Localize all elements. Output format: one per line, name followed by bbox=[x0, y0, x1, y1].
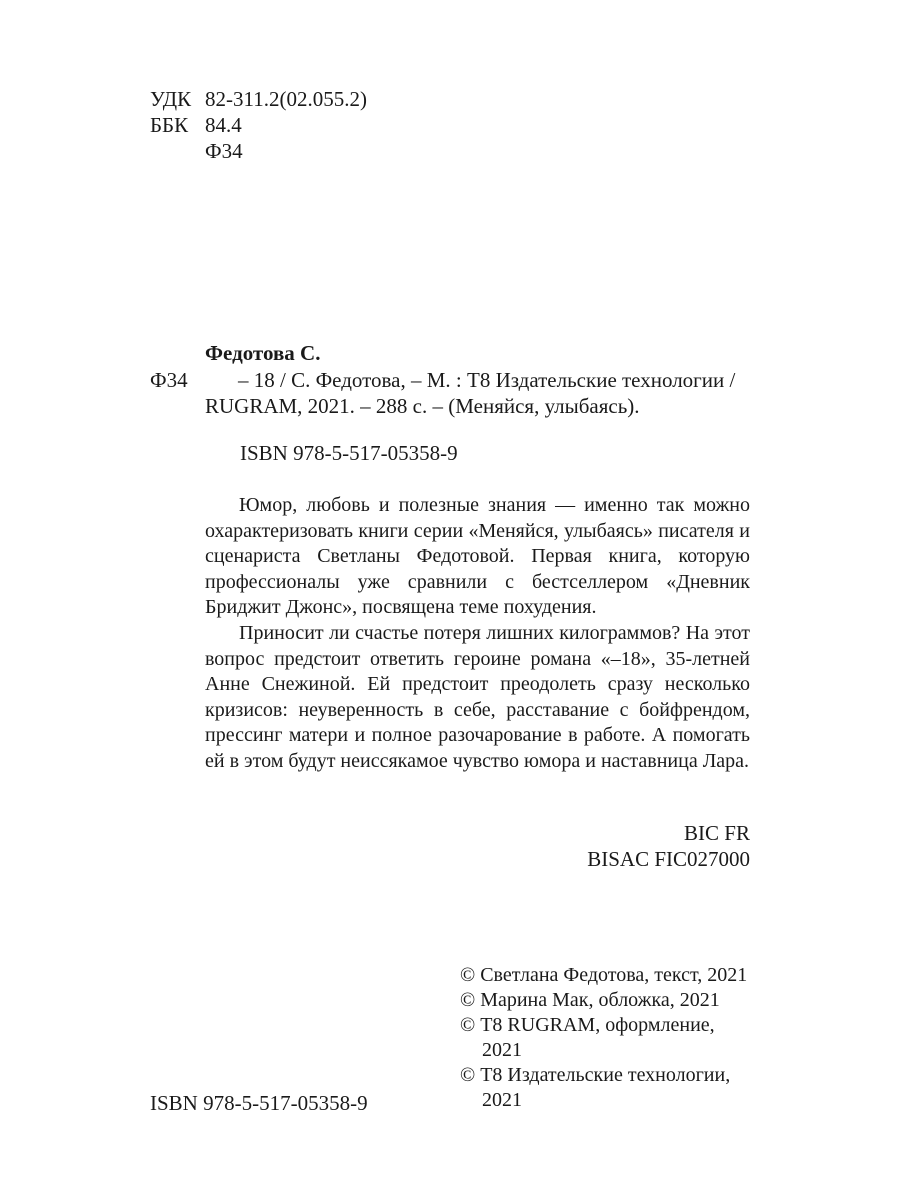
record-isbn: ISBN 978-5-517-05358-9 bbox=[240, 441, 458, 465]
annotation bbox=[205, 493, 750, 775]
bibliographic-line-2: RUGRAM, 2021. – 288 с. – (Меняйся, улыбаясь). bbox=[205, 394, 640, 418]
annotation-paragraph-2: Приносит ли счастье потеря лишних килограммов? На этот вопрос предстоит ответить героине романа «–18», 35-летней Анне Снежиной. Ей предстоит преодолеть сразу несколько кризисов: неуверенность в себе, расставание с бойфрендом, прессинг матери и полное разочарование в работе. А помогать ей в этом будут неиссякамое чувство юмора и наставница Лара. bbox=[205, 621, 750, 772]
copyright-item: © Т8 Издательские технологии, 2021 bbox=[460, 1064, 731, 1111]
bibliographic-line-1: – 18 / С. Федотова, – М. : Т8 Издательские технологии / bbox=[238, 368, 736, 392]
author-sign-top: Ф34 bbox=[205, 139, 243, 163]
bottom-isbn: ISBN 978-5-517-05358-9 bbox=[150, 1091, 368, 1115]
author-sign: Ф34 bbox=[150, 368, 188, 392]
udk-value: 82-311.2(02.055.2) bbox=[205, 87, 367, 111]
copyright-item: © Марина Мак, обложка, 2021 bbox=[460, 989, 720, 1011]
copyright-block bbox=[460, 963, 770, 1113]
annotation-paragraph-1: Юмор, любовь и полезные знания — именно так можно охарактеризовать книги серии «Меняйся, улыбаясь» писателя и сценариста Светланы Федотовой. Первая книга, которую профессионалы уже сравнили с бестселлером «Дневник Бриджит Джонс», посвящена теме похудения. bbox=[205, 494, 750, 619]
bbk-label: ББК bbox=[150, 113, 189, 137]
bbk-value: 84.4 bbox=[205, 113, 242, 137]
bisac-code: BISAC FIC027000 bbox=[587, 847, 750, 871]
udk-label: УДК bbox=[150, 87, 192, 111]
copyright-item: © Светлана Федотова, текст, 2021 bbox=[460, 964, 748, 986]
bic-code: BIC FR bbox=[684, 821, 750, 845]
subject-codes bbox=[587, 820, 750, 872]
copyright-item: © Т8 RUGRAM, оформление, 2021 bbox=[460, 1014, 715, 1061]
author-heading: Федотова С. bbox=[205, 341, 321, 365]
